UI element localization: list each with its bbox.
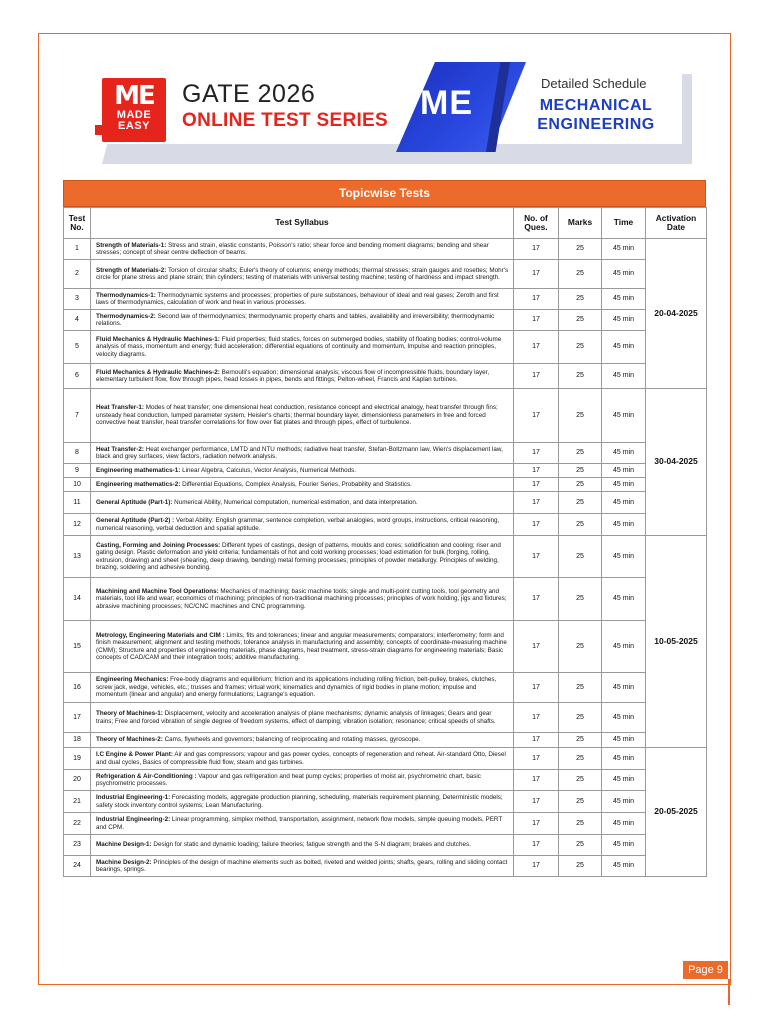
logo-mark: ME <box>114 81 154 111</box>
test-number: 12 <box>64 514 91 536</box>
table-row <box>64 703 707 733</box>
test-number: 10 <box>64 478 91 492</box>
test-number: 24 <box>64 856 91 877</box>
branch-name <box>527 96 665 134</box>
question-count: 17 <box>514 673 559 703</box>
test-number: 13 <box>64 536 91 578</box>
test-name: Thermodynamics-1: <box>96 291 156 299</box>
test-name: Casting, Forming and Joining Processes: <box>96 541 221 549</box>
test-topics: Stress and strain, elastic constants, Poisson's ratio; shear force and bending moment diagrams; bending and shear stresses; concept of shear centre deflection of beams. <box>96 241 489 256</box>
marks: 25 <box>559 703 602 733</box>
test-syllabus <box>91 260 514 289</box>
table-row <box>64 464 707 478</box>
test-name: Theory of Machines-1: <box>96 710 163 718</box>
table-row <box>64 856 707 877</box>
marks: 25 <box>559 770 602 791</box>
schedule-table-section <box>63 180 706 877</box>
test-name: Machine Design-2: <box>96 858 152 866</box>
test-topics: Second law of thermodynamics; thermodynamic property charts and tables, availability and irreversibility; thermodynamic relations. <box>96 312 495 327</box>
test-number: 1 <box>64 239 91 260</box>
question-count: 17 <box>514 536 559 578</box>
duration: 45 min <box>602 770 646 791</box>
table-row <box>64 733 707 748</box>
test-syllabus <box>91 813 514 835</box>
question-count: 17 <box>514 835 559 856</box>
question-count: 17 <box>514 578 559 621</box>
question-count: 17 <box>514 310 559 331</box>
question-count: 17 <box>514 443 559 464</box>
test-name: General Aptitude (Part-2) : <box>96 517 175 525</box>
question-count: 17 <box>514 856 559 877</box>
test-name: Machine Design-1: <box>96 841 152 849</box>
duration: 45 min <box>602 478 646 492</box>
test-number: 7 <box>64 389 91 443</box>
marks: 25 <box>559 813 602 835</box>
marks: 25 <box>559 478 602 492</box>
test-topics: Heat exchanger performance, LMTD and NTU methods; radiative heat transfer, Stefan-Boltzmann law, Wien's displacement law, black and grey surfaces, view factors, radiation network analysis. <box>96 445 503 460</box>
test-syllabus <box>91 703 514 733</box>
test-name: Engineering mathematics-1: <box>96 466 181 474</box>
marks: 25 <box>559 733 602 748</box>
test-number: 22 <box>64 813 91 835</box>
marks: 25 <box>559 514 602 536</box>
question-count: 17 <box>514 813 559 835</box>
gate-title: GATE 2026 <box>182 80 316 108</box>
duration: 45 min <box>602 835 646 856</box>
duration: 45 min <box>602 514 646 536</box>
activation-date: 30-04-2025 <box>646 389 707 536</box>
test-name: Engineering mathematics-2: <box>96 480 181 488</box>
table-row <box>64 673 707 703</box>
test-number: 23 <box>64 835 91 856</box>
table-row <box>64 536 707 578</box>
test-syllabus <box>91 578 514 621</box>
duration: 45 min <box>602 791 646 813</box>
duration: 45 min <box>602 239 646 260</box>
table-row <box>64 478 707 492</box>
test-topics: Principles of the design of machine elements such as bolted, riveted and welded joints; shafts, gears, rolling and sliding contact bearings, springs. <box>96 858 508 873</box>
test-syllabus <box>91 791 514 813</box>
activation-date: 10-05-2025 <box>646 536 707 748</box>
duration: 45 min <box>602 536 646 578</box>
test-topics: Modes of heat transfer; one dimensional heat conduction, resistance concept and electrical analogy, heat transfer through fins; unsteady heat conduction, lumped parameter system, Heisler's charts; thermal boundary layer, dimensionless parameters in free and forced convective heat transfer, heat transfer correlations for flow over flat plates and through pipes, effect of turbulence. <box>96 404 498 427</box>
test-syllabus <box>91 310 514 331</box>
test-topics: Torsion of circular shafts; Euler's theory of columns; energy methods; thermal stresses; strain gauges and rosettes; Mohr's circle for plane stress and plane strain; thin cylinders; testing of materials with universal testing machine; testing of hardness and impact strength. <box>96 266 509 281</box>
test-topics: Verbal Ability: English grammar, sentence completion, verbal analogies, word groups, instructions, critical reasoning, numerical reasoning, verbal deduction and spatial aptitude. <box>96 517 500 532</box>
duration: 45 min <box>602 492 646 514</box>
marks: 25 <box>559 389 602 443</box>
col-questions: No. of Ques. <box>514 208 559 239</box>
test-name: Metrology, Engineering Materials and CIM : <box>96 631 225 639</box>
test-syllabus <box>91 514 514 536</box>
test-syllabus <box>91 835 514 856</box>
table-row <box>64 621 707 673</box>
marks: 25 <box>559 310 602 331</box>
table-row <box>64 813 707 835</box>
marks: 25 <box>559 331 602 364</box>
col-time: Time <box>602 208 646 239</box>
test-syllabus <box>91 478 514 492</box>
test-syllabus <box>91 443 514 464</box>
question-count: 17 <box>514 703 559 733</box>
test-topics: Cams, flywheels and governors; balancing of reciprocating and rotating masses, gyroscope. <box>162 736 421 744</box>
question-count: 17 <box>514 389 559 443</box>
test-number: 18 <box>64 733 91 748</box>
duration: 45 min <box>602 464 646 478</box>
table-row <box>64 239 707 260</box>
test-number: 3 <box>64 289 91 310</box>
duration: 45 min <box>602 289 646 310</box>
test-name: Refrigeration & Air-Conditioning : <box>96 772 197 780</box>
table-row <box>64 791 707 813</box>
test-number: 2 <box>64 260 91 289</box>
marks: 25 <box>559 673 602 703</box>
test-syllabus <box>91 770 514 791</box>
test-number: 9 <box>64 464 91 478</box>
marks: 25 <box>559 239 602 260</box>
table-row <box>64 514 707 536</box>
test-topics: Forecasting models, aggregate production planning, scheduling, materials requirement planning; Deterministic models; safety stock inventory control systems; Lean Manufacturing. <box>96 794 503 809</box>
test-syllabus <box>91 464 514 478</box>
schedule-table <box>63 207 707 877</box>
duration: 45 min <box>602 856 646 877</box>
activation-date: 20-05-2025 <box>646 748 707 877</box>
marks: 25 <box>559 492 602 514</box>
test-syllabus <box>91 331 514 364</box>
marks: 25 <box>559 791 602 813</box>
test-name: Heat Transfer-1: <box>96 404 144 412</box>
marks: 25 <box>559 578 602 621</box>
test-name: Heat Transfer-2: <box>96 445 144 453</box>
table-row <box>64 492 707 514</box>
test-topics: Thermodynamic systems and processes; properties of pure substances, behaviour of ideal and real gases; Zeroth and first laws of thermodynamics, calculation of work and heat in various processes. <box>96 291 499 306</box>
table-row <box>64 260 707 289</box>
question-count: 17 <box>514 492 559 514</box>
marks: 25 <box>559 856 602 877</box>
test-name: Fluid Mechanics & Hydraulic Machines-1: <box>96 335 220 343</box>
test-topics: Numerical Ability, Numerical computation, numerical estimation, and data interpretation. <box>172 498 418 506</box>
test-topics: Displacement, velocity and acceleration analysis of plane mechanisms; dynamic analysis of linkages; Gears and gear trains; Free and forced vibration of single degree of freedom systems, effect of damping; vibration isolation; resonance; critical speeds of shafts. <box>96 710 496 725</box>
marks: 25 <box>559 621 602 673</box>
test-syllabus <box>91 389 514 443</box>
test-number: 14 <box>64 578 91 621</box>
test-topics: Different types of castings, design of patterns, moulds and cores; solidification and cooling; riser and gating design. Plastic deformation and yield criteria; fundamentals of hot and cold working processes; load estimation for bulk (forging, rolling, extrusion, drawing) and sheet (shearing, deep drawing, bending) metal forming processes; principles of powder metallurgy. Principles of welding, brazing, soldering and adhesive bonding. <box>96 541 501 571</box>
duration: 45 min <box>602 673 646 703</box>
test-topics: Limits, fits and tolerances; linear and angular measurements; comparators; interferometry; form and finish measurement; alignment and testing methods; tolerance analysis in manufacturing and assembly; concepts of coordinate-measuring machine (CMM); Structure and properties of engineering materials, phase diagrams, heat treatment, stress-strain diagrams for engineering materials; Basic concepts of CAD/CAM and their integration tools; additive manufacturing. <box>96 631 507 661</box>
question-count: 17 <box>514 239 559 260</box>
made-easy-logo <box>102 78 166 142</box>
col-activation: Activation Date <box>646 208 707 239</box>
marks: 25 <box>559 364 602 389</box>
question-count: 17 <box>514 478 559 492</box>
test-topics: Mechanics of machining; basic machine tools; single and multi-point cutting tools, tool geometry and materials, tool life and wear; economics of machining; principles of non-traditional machining processes; principles of work holding, jigs and fixtures; abrasive machining processes; NC/CNC machines and CNC programming. <box>96 587 507 610</box>
table-row <box>64 289 707 310</box>
test-number: 8 <box>64 443 91 464</box>
table-row <box>64 748 707 770</box>
duration: 45 min <box>602 364 646 389</box>
test-syllabus <box>91 536 514 578</box>
duration: 45 min <box>602 443 646 464</box>
question-count: 17 <box>514 331 559 364</box>
duration: 45 min <box>602 621 646 673</box>
test-number: 20 <box>64 770 91 791</box>
marks: 25 <box>559 536 602 578</box>
table-row <box>64 364 707 389</box>
duration: 45 min <box>602 578 646 621</box>
duration: 45 min <box>602 310 646 331</box>
question-count: 17 <box>514 464 559 478</box>
test-syllabus <box>91 673 514 703</box>
test-syllabus <box>91 289 514 310</box>
marks: 25 <box>559 464 602 478</box>
table-row <box>64 443 707 464</box>
test-name: Theory of Machines-2: <box>96 736 163 744</box>
test-number: 19 <box>64 748 91 770</box>
duration: 45 min <box>602 331 646 364</box>
logo-line-1: MADE <box>116 109 152 121</box>
test-name: General Aptitude (Part-1): <box>96 498 173 506</box>
table-row <box>64 835 707 856</box>
test-name: Engineering Mechanics: <box>96 676 169 684</box>
branch-code: ME <box>420 84 473 122</box>
test-name: Strength of Materials-2: <box>96 266 167 274</box>
test-number: 4 <box>64 310 91 331</box>
test-number: 17 <box>64 703 91 733</box>
question-count: 17 <box>514 364 559 389</box>
page-number: Page 9 <box>683 961 728 979</box>
test-number: 21 <box>64 791 91 813</box>
test-name: I.C Engine & Power Plant: <box>96 751 173 759</box>
test-topics: Fluid properties; fluid statics, forces on submerged bodies, stability of floating bodies; control-volume analysis of mass, momentum and energy; fluid acceleration; differential equations of continuity and momentum, Impulse and reaction principles, velocity diagrams. <box>96 335 502 358</box>
activation-date: 20-04-2025 <box>646 239 707 389</box>
question-count: 17 <box>514 621 559 673</box>
duration: 45 min <box>602 389 646 443</box>
marks: 25 <box>559 289 602 310</box>
test-name: Strength of Materials-1: <box>96 241 167 249</box>
test-syllabus <box>91 856 514 877</box>
duration: 45 min <box>602 733 646 748</box>
logo-line-2: EASY <box>118 120 150 132</box>
col-syllabus: Test Syllabus <box>91 208 514 239</box>
test-topics: Bernoulli's equation; dimensional analysis; viscous flow of incompressible fluids, boundary layer, elementary turbulent flow, flow through pipes, head losses in pipes, bends and fittings; Pelton-wheel, Francis and Kaplan turbines. <box>96 368 490 383</box>
test-name: Industrial Engineering-1: <box>96 794 171 802</box>
duration: 45 min <box>602 260 646 289</box>
test-name: Machining and Machine Tool Operations: <box>96 587 219 595</box>
test-number: 15 <box>64 621 91 673</box>
test-topics: Air and gas compressors; vapour and gas power cycles, concepts of regeneration and reheat. Air-standard Otto, Diesel and dual cycles, Basics of compressible fluid flow, steam and gas turbines. <box>96 751 506 766</box>
duration: 45 min <box>602 748 646 770</box>
table-row <box>64 310 707 331</box>
test-number: 11 <box>64 492 91 514</box>
test-syllabus <box>91 492 514 514</box>
test-topics: Free-body diagrams and equilibrium; friction and its applications including rolling friction, belt-pulley, brakes, clutches, screw jack, wedge, vehicles, etc.; trusses and frames; virtual work; kinematics and dynamics of rigid bodies in plane motion; impulse and momentum (linear and angular) and energy formulations; Lagrange's equation. <box>96 676 497 699</box>
test-name: Industrial Engineering-2: <box>96 816 171 824</box>
schedule-label: Detailed Schedule <box>541 76 647 91</box>
test-syllabus <box>91 621 514 673</box>
question-count: 17 <box>514 260 559 289</box>
test-number: 6 <box>64 364 91 389</box>
question-count: 17 <box>514 733 559 748</box>
question-count: 17 <box>514 770 559 791</box>
table-row <box>64 331 707 364</box>
test-syllabus <box>91 733 514 748</box>
test-number: 16 <box>64 673 91 703</box>
test-topics: Design for static and dynamic loading; failure theories; fatigue strength and the S-N diagram; brakes and clutches. <box>151 841 471 849</box>
col-test-no: Test No. <box>64 208 91 239</box>
page-edge-line <box>728 979 730 1005</box>
table-header-row <box>64 208 707 239</box>
test-name: Thermodynamics-2: <box>96 312 156 320</box>
marks: 25 <box>559 748 602 770</box>
test-topics: Linear Algebra, Calculus, Vector Analysis, Numerical Methods. <box>180 466 357 474</box>
question-count: 17 <box>514 289 559 310</box>
marks: 25 <box>559 835 602 856</box>
question-count: 17 <box>514 791 559 813</box>
test-syllabus <box>91 364 514 389</box>
branch-name-line-2: ENGINEERING <box>537 116 655 133</box>
test-topics: Vapour and gas refrigeration and heat pump cycles; properties of moist air, psychrometric chart, basic psychrometric processes. <box>96 772 481 787</box>
test-syllabus <box>91 239 514 260</box>
question-count: 17 <box>514 514 559 536</box>
test-syllabus <box>91 748 514 770</box>
section-title: Topicwise Tests <box>63 180 706 207</box>
table-row <box>64 389 707 443</box>
table-row <box>64 578 707 621</box>
duration: 45 min <box>602 703 646 733</box>
test-name: Fluid Mechanics & Hydraulic Machines-2: <box>96 368 220 376</box>
marks: 25 <box>559 260 602 289</box>
table-row <box>64 770 707 791</box>
test-topics: Differential Equations, Complex Analysis, Fourier Series, Probability and Statistics. <box>180 480 412 488</box>
test-number: 5 <box>64 331 91 364</box>
question-count: 17 <box>514 748 559 770</box>
series-title: ONLINE TEST SERIES <box>182 110 388 131</box>
marks: 25 <box>559 443 602 464</box>
duration: 45 min <box>602 813 646 835</box>
col-marks: Marks <box>559 208 602 239</box>
test-topics: Linear programming, simplex method, transportation, assignment, network flow models, simple queuing models, PERT and CPM. <box>96 816 503 831</box>
branch-name-line-1: MECHANICAL <box>539 97 653 114</box>
